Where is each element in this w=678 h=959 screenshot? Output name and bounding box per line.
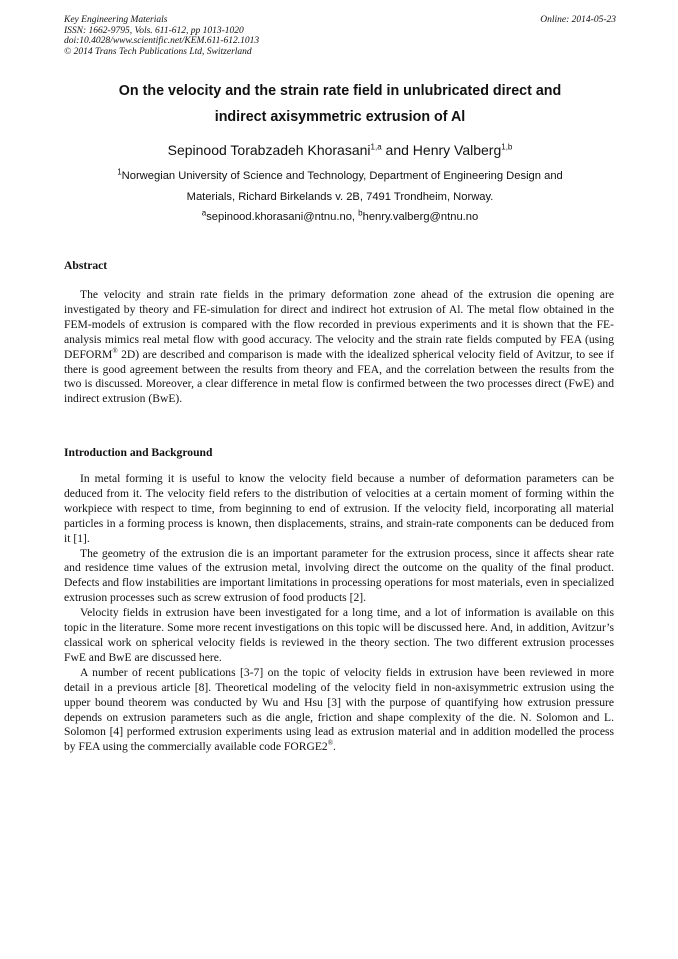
author-2-affil-mark: 1,b: [501, 142, 513, 152]
email-a-mark: a: [201, 208, 207, 218]
author-1-affil-mark: 1,a: [370, 142, 382, 152]
intro-paragraph-2: The geometry of the extrusion die is an important parameter for the extrusion process, since it affects shear rate and residence time values of the extrusion metal, involving direct the outcome on the quality of the final product. Defects and flow instabilities are important limitations in processing operations for most materials, even in specialized extrusion processes such as screw extrusion of food products [2].: [64, 546, 614, 605]
author-1-name: Sepinood Torabzadeh Khorasani: [167, 142, 371, 158]
abstract-body: [64, 288, 614, 407]
journal-name: Key Engineering Materials: [64, 15, 168, 25]
affiliation: [60, 166, 620, 208]
abstract-text-1: The velocity and strain rate fields in the primary deformation zone ahead of the extrusion die opening are investigated by theory and FE-simulation for direct and indirect hot extrusion of Al. The metal flow obtained in the FEM-models of extrusion is compared with the flow recorded in previous experiments and it is shown that the FE-analysis mimics real metal flow with good accuracy. The velocity and the strain rate fields computed by FEA (using DEFORM: [64, 288, 614, 361]
title-line-2: indirect axisymmetric extrusion of Al: [214, 109, 466, 125]
abstract-paragraph: [64, 288, 614, 407]
email-b-mark: b: [358, 208, 363, 218]
author-emails: [60, 207, 620, 227]
title-line-1: On the velocity and the strain rate field in unlubricated direct and: [118, 83, 562, 99]
author-list: [60, 140, 620, 160]
journal-header: [64, 15, 616, 57]
affiliation-line-1: [60, 166, 620, 187]
forge-registered-mark: ®: [327, 739, 334, 748]
affiliation-mark: 1: [117, 167, 122, 177]
email-a[interactable]: sepinood.khorasani@ntnu.no: [206, 211, 352, 223]
email-b[interactable]: henry.valberg@ntnu.no: [362, 211, 479, 223]
abstract-text-2: 2D) are described and comparison is made with the idealized spherical velocity field of Avitzur, to see if there is good agreement between the results from theory and FEA, and the correlation between the results from the two is discussed. Moreover, a clear difference in metal flow is confirmed between the two processes direct (FwE) and indirect extrusion (BwE).: [64, 347, 614, 406]
paper-title: [60, 78, 620, 130]
online-date: Online: 2014-05-23: [540, 15, 616, 25]
author-conjunction: and: [381, 142, 413, 158]
email-separator: ,: [351, 211, 359, 223]
intro-heading: Introduction and Background: [64, 446, 213, 459]
affiliation-text-1: Norwegian University of Science and Technology, Department of Engineering Design and: [121, 170, 563, 182]
issn-line: ISSN: 1662-9795, Vols. 611-612, pp 1013-1020: [64, 25, 244, 36]
intro-paragraph-3: Velocity fields in extrusion have been investigated for a long time, and a lot of information is available on this topic in the literature. Some more recent investigations on this topic will be discussed here. And, in addition, Avitzur’s classical work on spherical velocity fields is reviewed in the theory section. The two different extrusion processes FwE and BwE are discussed here.: [64, 606, 614, 664]
author-2-name: Henry Valberg: [412, 142, 502, 158]
intro-paragraph-1: In metal forming it is useful to know the velocity field because a number of deformation parameters can be deduced from it. The velocity field refers to the distribution of velocities at a certain moment of forming within the workpiece with respect to time, from beginning to end of extrusion. If the velocity field, incorporating all material particles in a forming process is known, then displacements, strains, and strain-rate components can be deduced from it [1].: [64, 472, 614, 545]
registered-mark: ®: [112, 346, 118, 355]
copyright-line: © 2014 Trans Tech Publications Ltd, Switzerland: [64, 46, 252, 57]
intro-paragraph-4-text: A number of recent publications [3-7] on the topic of velocity fields in extrusion have been reviewed in more detail in a previous article [8]. Theoretical modeling of the velocity field in non-axisymmetric extrusion using the upper bound theorem was conducted by Wu and Hsu [3] with the purpose of quantifying how extrusion pressure depends on extrusion parameters such as die angle, friction and shape complexity of the die. N. Solomon and L. Solomon [4] performed extrusion experiments using lead as extrusion material and in addition modelled the process by FEA using the commercially available code FORGE2: [64, 665, 614, 754]
abstract-heading: Abstract: [64, 259, 108, 272]
affiliation-line-2: Materials, Richard Birkelands v. 2B, 7491 Trondheim, Norway.: [186, 191, 494, 203]
doi-line[interactable]: doi:10.4028/www.scientific.net/KEM.611-612.1013: [64, 36, 260, 47]
intro-body: [64, 472, 614, 755]
intro-paragraph-4-end: .: [333, 740, 336, 754]
intro-paragraph-4: [64, 666, 614, 755]
